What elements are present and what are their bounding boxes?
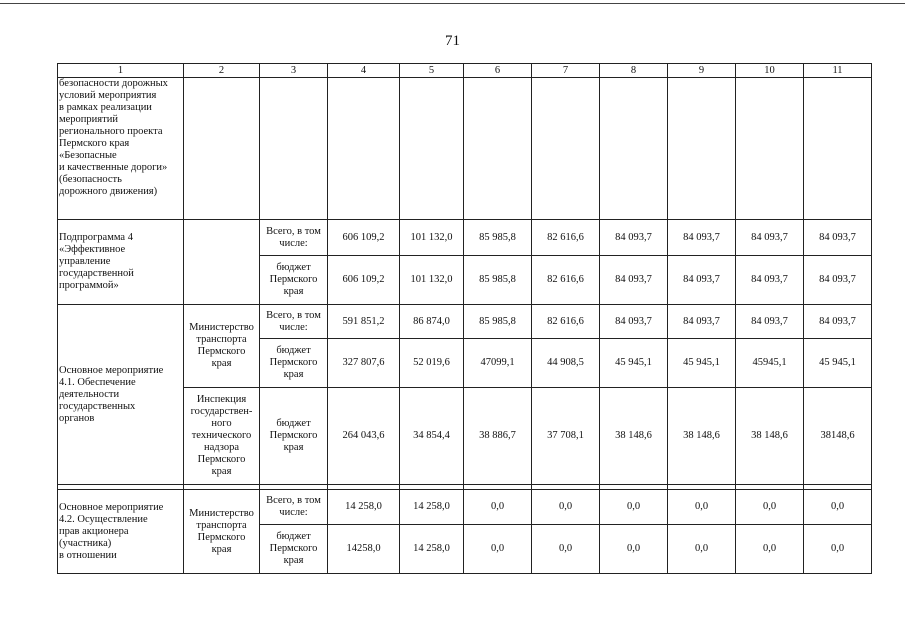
value-cell: 0,0 xyxy=(600,525,668,574)
value-cell: 38 148,6 xyxy=(668,388,736,485)
value-cell: 84 093,7 xyxy=(804,305,872,339)
value-cell: 85 985,8 xyxy=(464,220,532,256)
value-cell: 84 093,7 xyxy=(668,305,736,339)
value-cell: 84 093,7 xyxy=(600,305,668,339)
continuation-text: безопасности дорожных условий мероприятия в рамках реализации мероприятий регионального проекта Пермского края «Безопасные и качественные дороги» (безопасность дорожного движения) xyxy=(58,78,184,220)
table-row xyxy=(58,490,872,525)
column-header: 7 xyxy=(532,64,600,78)
value-cell: 85 985,8 xyxy=(464,256,532,305)
value-cell: 45 945,1 xyxy=(600,339,668,388)
value-cell: 0,0 xyxy=(736,490,804,525)
value-cell: 38148,6 xyxy=(804,388,872,485)
value-cell: 14 258,0 xyxy=(400,490,464,525)
page-number: 71 xyxy=(445,33,460,49)
value-cell: 0,0 xyxy=(668,525,736,574)
column-header: 4 xyxy=(328,64,400,78)
value-cell: 101 132,0 xyxy=(400,256,464,305)
value-cell: 591 851,2 xyxy=(328,305,400,339)
value-cell: 85 985,8 xyxy=(464,305,532,339)
value-cell: 0,0 xyxy=(464,525,532,574)
column-header: 3 xyxy=(260,64,328,78)
value-cell: 0,0 xyxy=(532,525,600,574)
value-cell: 45945,1 xyxy=(736,339,804,388)
value-cell: 86 874,0 xyxy=(400,305,464,339)
value-cell: 84 093,7 xyxy=(668,220,736,256)
value-cell: 0,0 xyxy=(804,490,872,525)
value-cell: 84 093,7 xyxy=(600,220,668,256)
value-cell: 38 886,7 xyxy=(464,388,532,485)
column-header: 1 xyxy=(58,64,184,78)
column-header: 2 xyxy=(184,64,260,78)
funding-label: Всего, в том числе: xyxy=(260,220,328,256)
page-top-rule xyxy=(0,3,905,4)
value-cell: 0,0 xyxy=(600,490,668,525)
column-number-row xyxy=(58,64,872,78)
value-cell: 84 093,7 xyxy=(804,256,872,305)
funding-label: Всего, в том числе: xyxy=(260,305,328,339)
value-cell: 37 708,1 xyxy=(532,388,600,485)
value-cell: 82 616,6 xyxy=(532,305,600,339)
value-cell: 84 093,7 xyxy=(736,305,804,339)
value-cell: 606 109,2 xyxy=(328,256,400,305)
budget-table xyxy=(57,63,872,574)
value-cell: 0,0 xyxy=(532,490,600,525)
value-cell: 52 019,6 xyxy=(400,339,464,388)
value-cell: 38 148,6 xyxy=(600,388,668,485)
value-cell: 82 616,6 xyxy=(532,220,600,256)
column-header: 5 xyxy=(400,64,464,78)
funding-label: бюджет Пермского края xyxy=(260,388,328,485)
value-cell: 45 945,1 xyxy=(668,339,736,388)
value-cell: 34 854,4 xyxy=(400,388,464,485)
value-cell: 101 132,0 xyxy=(400,220,464,256)
value-cell: 84 093,7 xyxy=(668,256,736,305)
table-row xyxy=(58,305,872,339)
value-cell: 14258,0 xyxy=(328,525,400,574)
funding-label: бюджет Пермского края xyxy=(260,525,328,574)
value-cell: 45 945,1 xyxy=(804,339,872,388)
value-cell: 47099,1 xyxy=(464,339,532,388)
executor-cell xyxy=(184,220,260,305)
value-cell: 14 258,0 xyxy=(400,525,464,574)
funding-label: бюджет Пермского края xyxy=(260,339,328,388)
measure-name: Основное мероприятие 4.2. Осуществление прав акционера (участника) в отношении xyxy=(58,490,184,574)
value-cell: 84 093,7 xyxy=(736,256,804,305)
value-cell: 14 258,0 xyxy=(328,490,400,525)
column-header: 6 xyxy=(464,64,532,78)
value-cell: 84 093,7 xyxy=(736,220,804,256)
value-cell: 0,0 xyxy=(464,490,532,525)
column-header: 10 xyxy=(736,64,804,78)
column-header: 9 xyxy=(668,64,736,78)
table-row-continuation xyxy=(58,78,872,220)
subprogram-name: Подпрограмма 4 «Эффективное управление государственной программой» xyxy=(58,220,184,305)
table-row xyxy=(58,220,872,256)
measure-name: Основное мероприятие 4.1. Обеспечение деятельности государственных органов xyxy=(58,305,184,485)
executor-cell: Министерство транспорта Пермского края xyxy=(184,490,260,574)
funding-label: Всего, в том числе: xyxy=(260,490,328,525)
column-header: 11 xyxy=(804,64,872,78)
value-cell: 44 908,5 xyxy=(532,339,600,388)
value-cell: 38 148,6 xyxy=(736,388,804,485)
executor-cell: Министерство транспорта Пермского края xyxy=(184,305,260,388)
value-cell: 606 109,2 xyxy=(328,220,400,256)
value-cell: 0,0 xyxy=(668,490,736,525)
value-cell: 264 043,6 xyxy=(328,388,400,485)
funding-label: бюджет Пермского края xyxy=(260,256,328,305)
value-cell: 0,0 xyxy=(804,525,872,574)
value-cell: 84 093,7 xyxy=(600,256,668,305)
value-cell: 82 616,6 xyxy=(532,256,600,305)
value-cell: 84 093,7 xyxy=(804,220,872,256)
value-cell: 0,0 xyxy=(736,525,804,574)
value-cell: 327 807,6 xyxy=(328,339,400,388)
column-header: 8 xyxy=(600,64,668,78)
executor-cell: Инспекция государствен- ного технического надзора Пермского края xyxy=(184,388,260,485)
